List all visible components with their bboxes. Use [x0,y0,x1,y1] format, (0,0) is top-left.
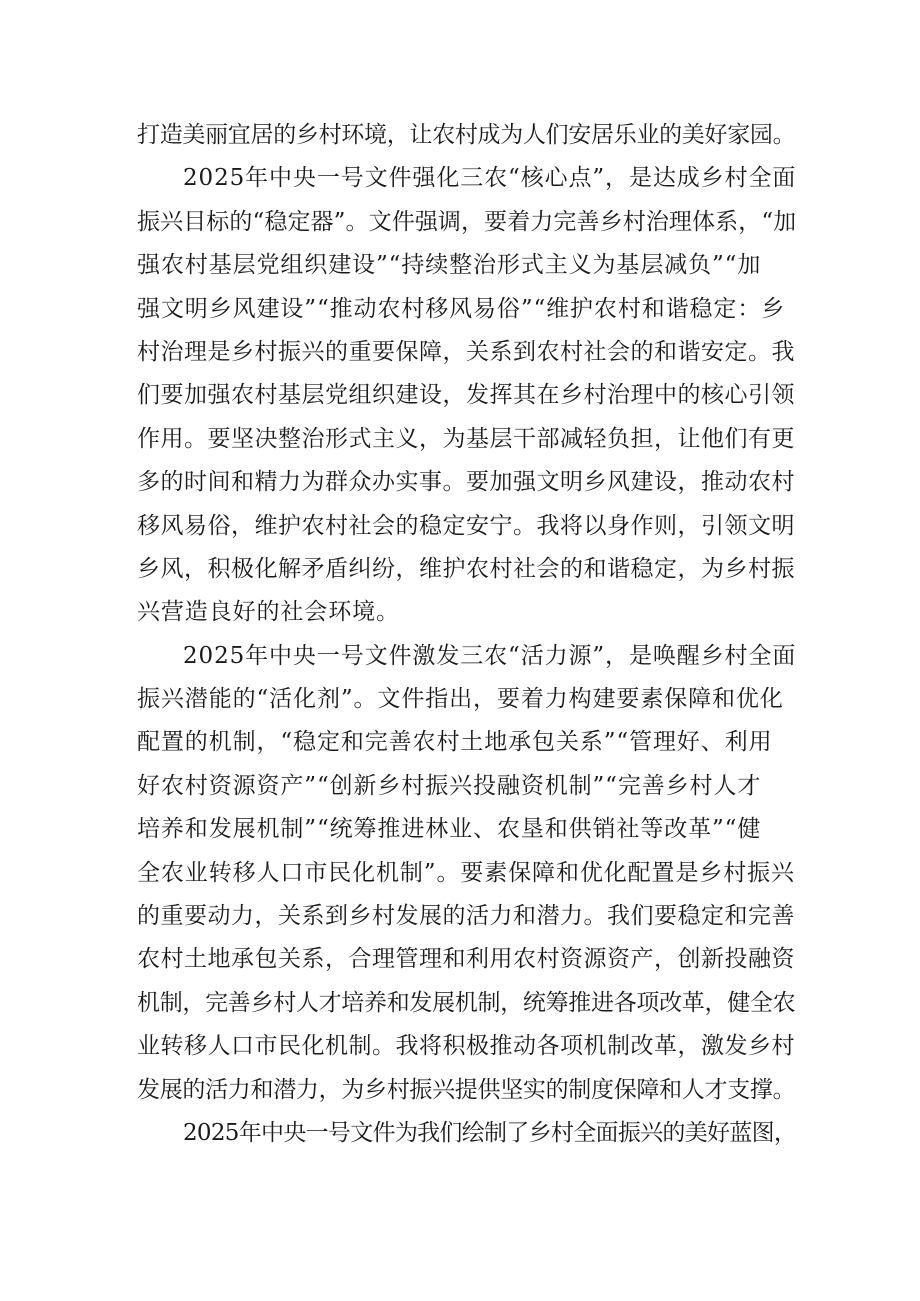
paragraph-first-line: 2025年中央一号文件强化三农“核心点”，是达成乡村全面 [183,165,797,192]
text-line: 机制，完善乡村人才培养和发展机制，统筹推进各项改革，健全农 [137,989,796,1016]
text-line: 乡风，积极化解矛盾纠纷，维护农村社会的和谐稳定，为乡村振 [137,555,795,582]
text-line: 强文明乡风建设”“推动农村移风易俗”“维护农村和谐稳定：乡 [137,295,786,322]
text-line: 好农村资源资产”“创新乡村振兴投融资机制”“完善乡村人才 [137,772,762,799]
text-line: 作用。要坚决整治形式主义，为基层干部减轻负担，让他们有更 [137,425,795,452]
text-line: 打造美丽宜居的乡村环境，让农村成为人们安居乐业的美好家园。 [137,122,796,148]
text-line: 兴营造良好的社会环境。 [137,599,400,626]
body-text [137,114,797,1155]
text-line: 多的时间和精力为群众办实事。要加强文明乡风建设，推动农村 [137,469,795,496]
text-line: 振兴潜能的“活化剂”。文件指出，要着力构建要素保障和优化 [137,686,784,713]
text-line: 强农村基层党组织建设”“持续整治形式主义为基层减负”“加 [137,252,762,279]
text-line: 业转移人口市民化机制。我将积极推动各项机制改革，激发乡村 [137,1033,795,1060]
text-line: 配置的机制，“稳定和完善农村土地承包关系”“管理好、利用 [137,729,773,756]
text-line: 村治理是乡村振兴的重要保障，关系到农村社会的和谐安定。我 [137,338,795,365]
paragraph-first-line: 2025年中央一号文件激发三农“活力源”，是唤醒乡村全面 [183,642,797,669]
paragraph-first-line: 2025年中央一号文件为我们绘制了乡村全面振兴的美好蓝图， [183,1119,797,1146]
text-line: 们要加强农村基层党组织建设，发挥其在乡村治理中的核心引领 [137,382,795,409]
text-line: 移风易俗，维护农村社会的稳定安宁。我将以身作则，引领文明 [137,512,795,539]
text-line: 振兴目标的“稳定器”。文件强调，要着力完善乡村治理体系，“加 [137,208,797,235]
text-line: 发展的活力和潜力，为乡村振兴提供坚实的制度保障和人才支撑。 [137,1076,796,1103]
text-line: 的重要动力，关系到乡村发展的活力和潜力。我们要稳定和完善 [137,903,795,930]
text-line: 农村土地承包关系，合理管理和利用农村资源资产，创新投融资 [137,946,795,973]
text-line: 全农业转移人口市民化机制”。要素保障和优化配置是乡村振兴 [137,859,795,886]
text-line: 培养和发展机制”“统筹推进林业、农垦和供销社等改革”“健 [137,816,762,843]
